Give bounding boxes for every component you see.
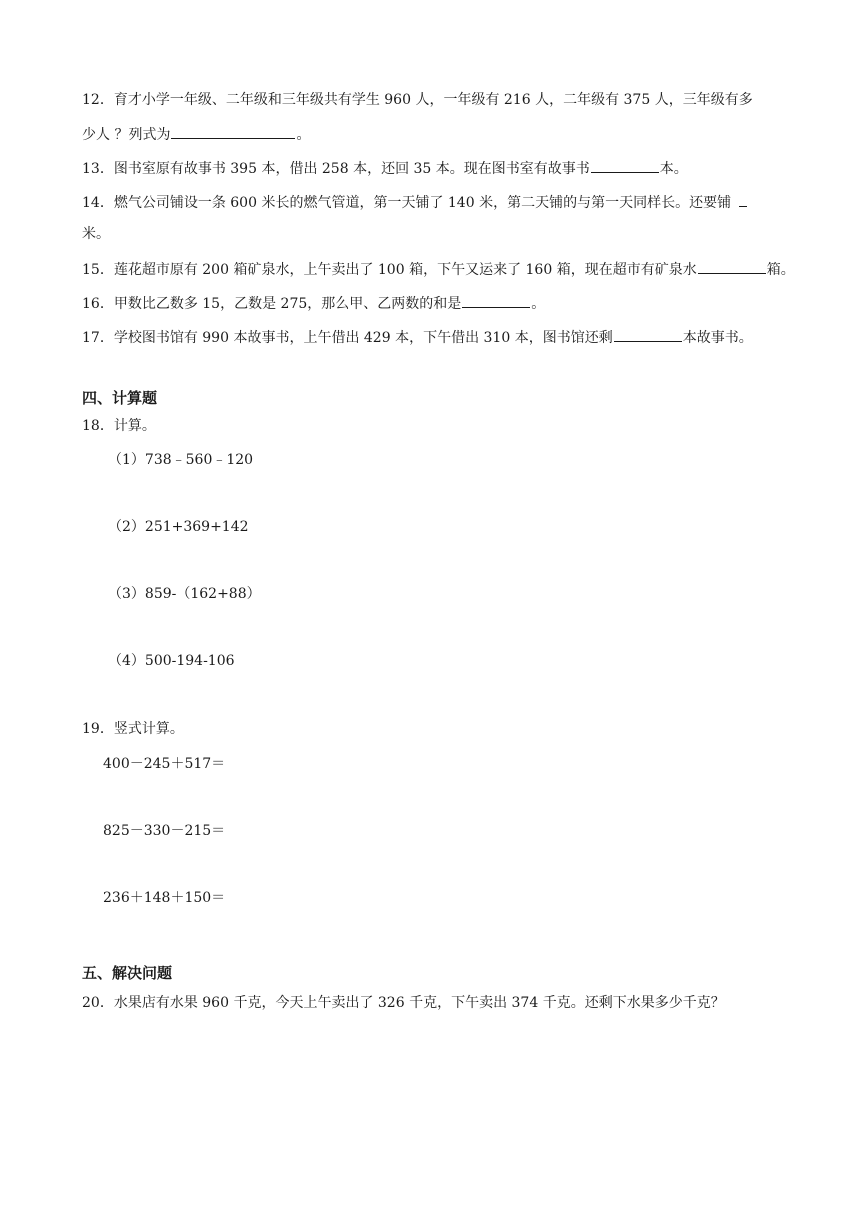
question-text: 少人 ？列式为 (82, 127, 171, 143)
question-12-line-1 (82, 90, 753, 110)
question-number: 17． (82, 330, 114, 346)
question-number: 13． (82, 161, 114, 177)
question-20 (82, 993, 725, 1013)
question-14-line-1 (82, 191, 748, 213)
question-text: 莲花超市原有 200 箱矿泉水，上午卖出了 100 箱，下午又运来了 160 箱，现在超市有矿泉水 (113, 262, 697, 278)
question-text: 。 (296, 127, 311, 143)
answer-blank[interactable] (171, 123, 295, 139)
question-text: 育才小学一年级、二年级和三年级共有学生 960 人，一年级有 216 人，二年级有 375 人，三年级有多 (113, 92, 753, 108)
calc-item-2: （2）251+369+142 (108, 519, 249, 535)
question-14-line-2 (82, 224, 110, 244)
question-text: 水果店有水果 960 千克，今天上午卖出了 326 千克，下午卖出 374 千克。还剩下水果多少千克？ (113, 995, 725, 1011)
question-16 (82, 292, 545, 314)
answer-blank[interactable] (462, 292, 530, 308)
question-number: 18． (82, 418, 114, 434)
question-number: 20． (82, 995, 114, 1011)
question-text: 。 (531, 296, 546, 312)
question-19 (82, 719, 184, 739)
question-number: 15． (82, 262, 114, 278)
question-text: 米。 (82, 226, 110, 242)
vertical-calc-item-3: 236＋148＋150＝ (103, 890, 226, 906)
vertical-calc-item-2: 825－330－215＝ (103, 823, 226, 839)
question-text: 竖式计算。 (113, 721, 184, 737)
question-text: 箱。 (766, 262, 795, 278)
question-13 (82, 157, 688, 179)
question-text: 计算。 (113, 418, 156, 434)
answer-blank[interactable] (698, 258, 766, 274)
answer-blank[interactable] (739, 191, 747, 207)
question-number: 14． (82, 195, 114, 211)
question-text: 图书室原有故事书 395 本，借出 258 本，还回 35 本。现在图书室有故事书 (113, 161, 590, 177)
question-18 (82, 416, 156, 436)
question-number: 16． (82, 296, 114, 312)
question-text: 本故事书。 (682, 330, 753, 346)
calc-item-3: （3）859-（162+88） (108, 586, 261, 602)
section-heading-calculation: 四、计算题 (82, 389, 158, 407)
section-heading-problem-solving: 五、解决问题 (82, 964, 173, 982)
calc-item-1: （1）738﹣560﹣120 (108, 452, 254, 468)
question-text: 甲数比乙数多 15，乙数是 275，那么甲、乙两数的和是 (113, 296, 462, 312)
calc-item-4: （4）500-194-106 (108, 653, 235, 669)
answer-blank[interactable] (591, 157, 659, 173)
vertical-calc-item-1: 400－245＋517＝ (103, 756, 226, 772)
question-text: 学校图书馆有 990 本故事书，上午借出 429 本，下午借出 310 本，图书馆还剩 (113, 330, 613, 346)
question-17 (82, 326, 753, 348)
question-number: 12． (82, 92, 114, 108)
question-15 (82, 258, 795, 280)
question-text: 本。 (659, 161, 688, 177)
question-number: 19． (82, 721, 114, 737)
question-12-line-2 (82, 123, 310, 145)
answer-blank[interactable] (614, 326, 682, 342)
question-text: 燃气公司铺设一条 600 米长的燃气管道，第一天铺了 140 米，第二天铺的与第一天同样长。还要铺 (113, 195, 732, 211)
